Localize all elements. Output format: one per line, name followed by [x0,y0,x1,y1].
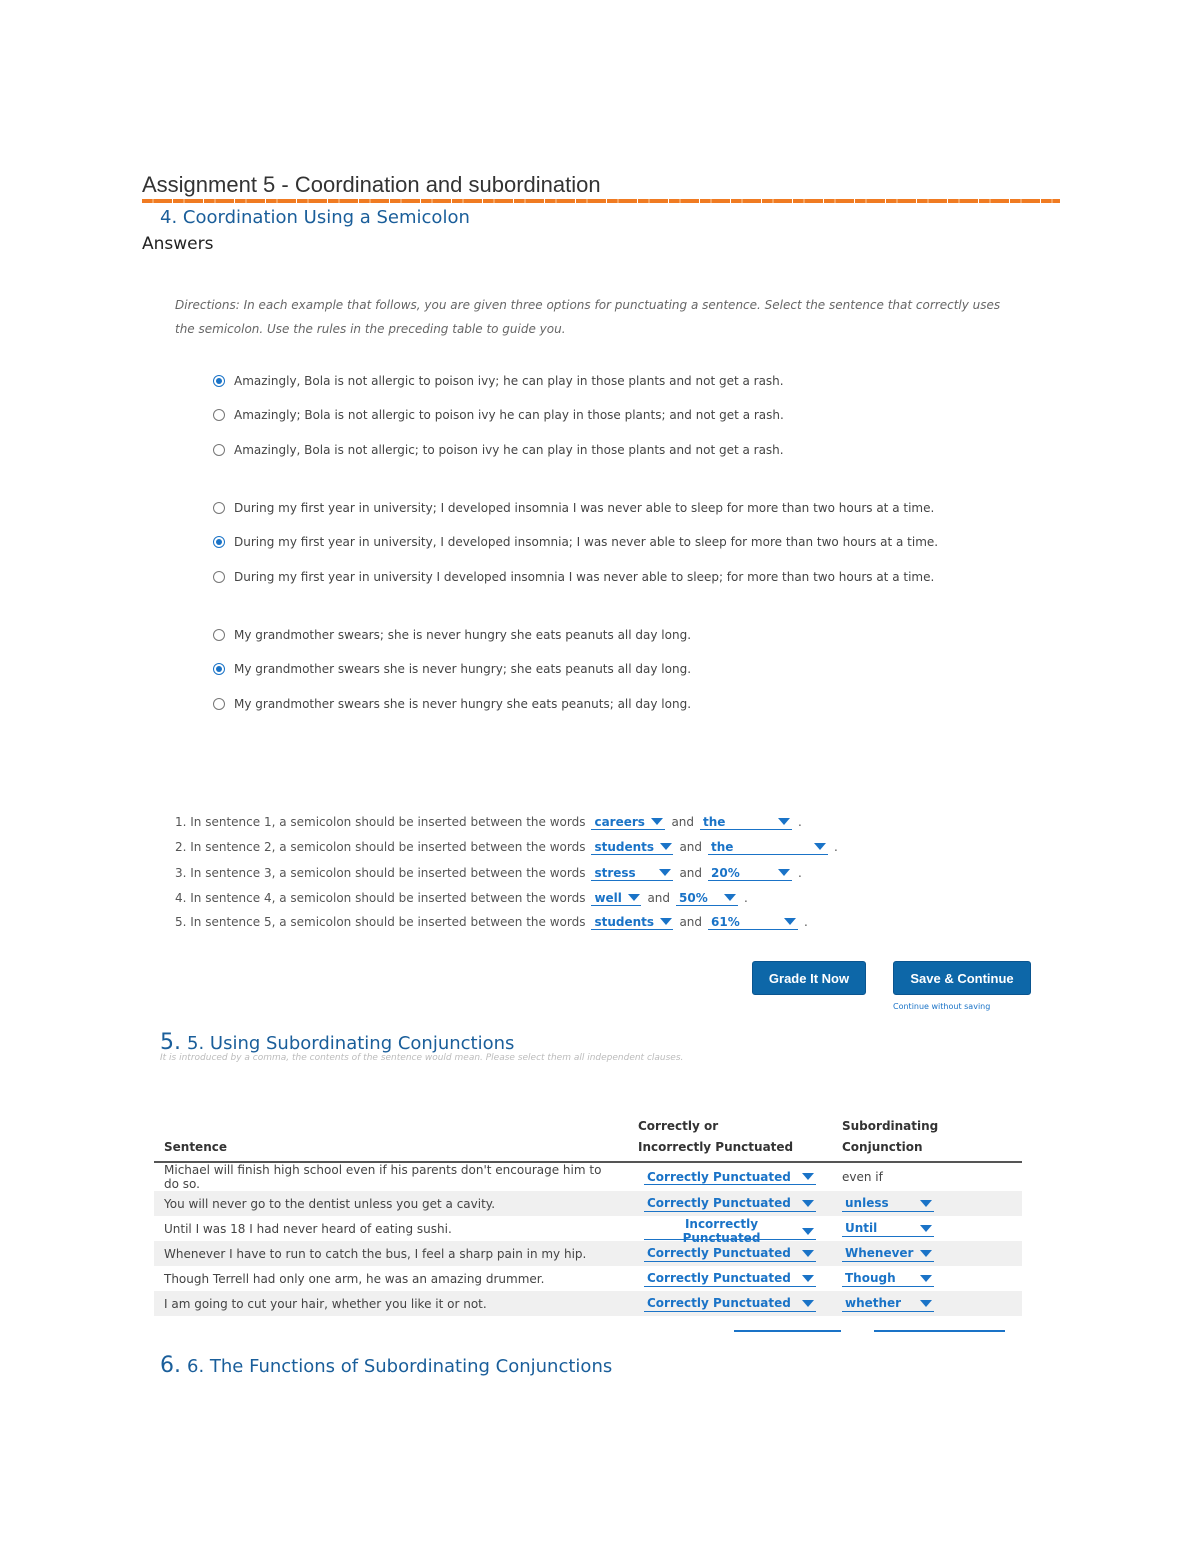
conj-select[interactable] [842,1246,934,1262]
continue-without-saving-link[interactable]: Continue without saving [893,1002,991,1011]
conj-cell[interactable]: even if [842,1170,883,1184]
title-divider [142,199,1060,203]
and-label: and [679,840,703,854]
punct-cell [628,1162,832,1191]
radio-checked-icon[interactable] [213,663,225,675]
table-row [154,1241,1022,1266]
chevron-down-icon [802,1228,814,1235]
chevron-down-icon [778,869,790,876]
option-2-3[interactable] [213,568,934,586]
select-value: students [594,914,655,929]
chevron-down-icon [660,843,672,850]
conj-cell [832,1266,1022,1291]
punct-select[interactable] [644,1169,816,1185]
word2-select[interactable] [676,890,738,906]
radio-checked-icon[interactable] [213,536,225,548]
word1-select[interactable] [591,865,673,881]
chevron-down-icon [802,1275,814,1282]
word1-select[interactable] [591,914,673,930]
grade-it-now-button[interactable]: Grade It Now [752,961,866,995]
select-value: 50% [679,890,708,905]
section-6-number: 6. [160,1353,181,1378]
section-6-title-text: 6. The Functions of Subordinating Conjunctions [187,1356,613,1377]
conj-cell [832,1216,1022,1241]
conj-select[interactable] [842,1221,934,1237]
punct-cell [628,1191,832,1216]
sentence-cell: You will never go to the dentist unless you get a cavity. [154,1191,628,1216]
conj-select[interactable] [842,1196,934,1212]
fill-row-prefix: 4. In sentence 4, a semicolon should be inserted between the words [175,891,586,905]
header-punct-line2: Incorrectly Punctuated [638,1140,794,1154]
radio-icon[interactable] [213,629,225,641]
radio-icon[interactable] [213,698,225,710]
option-3-2[interactable] [213,660,691,678]
select-value: Correctly Punctuated [647,1246,791,1260]
directions-text: Directions: In each example that follows, you are given three options for punctuating a sentence. Select the sentence that correctly uses the semicolon. Use the rules in the preceding table to guide you. [175,298,1001,336]
option-label: Amazingly, Bola is not allergic; to poison ivy he can play in those plants and not get a rash. [234,443,784,457]
header-punct-line1: Correctly or [638,1119,719,1133]
option-2-1[interactable] [213,499,934,517]
conj-cell [832,1291,1022,1316]
punct-select[interactable] [644,1271,816,1287]
option-label: Amazingly; Bola is not allergic to poison ivy he can play in those plants; and not get a rash. [234,408,784,422]
select-value: Incorrectly Punctuated [682,1217,761,1246]
sentence-cell: Until I was 18 I had never heard of eating sushi. [164,1221,452,1236]
and-label: and [671,815,695,829]
chevron-down-icon [628,894,640,901]
fill-row-3 [175,864,802,882]
select-value: well [594,890,622,905]
table-header-row [154,1114,1022,1162]
punct-select[interactable] [644,1296,816,1312]
option-label: During my first year in university; I developed insomnia I was never able to sleep for more than two hours at a time. [234,501,935,515]
table-row [154,1291,1022,1316]
option-label: My grandmother swears; she is never hungry she eats peanuts all day long. [234,628,692,642]
option-label: During my first year in university I developed insomnia I was never able to sleep; for more than two hours at a time. [234,570,935,584]
select-value: unless [845,1196,889,1210]
punct-cell [628,1266,832,1291]
fill-row-end: . [798,815,802,829]
select-value: 20% [711,865,740,880]
chevron-down-icon [660,918,672,925]
section-5-number: 5. [160,1030,181,1055]
chevron-down-icon [802,1250,814,1257]
select-value: stress [594,865,636,880]
chevron-down-icon [920,1300,932,1307]
section-5-title-text: 5. Using Subordinating Conjunctions [187,1033,515,1054]
option-label: During my first year in university, I developed insomnia; I was never able to sleep for more than two hours at a time. [234,535,939,549]
chevron-down-icon [920,1275,932,1282]
chevron-down-icon [802,1173,814,1180]
sentence-cell: I am going to cut your hair, whether you like it or not. [154,1291,628,1316]
radio-icon[interactable] [213,571,225,583]
select-value: 61% [711,914,740,929]
option-1-1[interactable] [213,372,784,390]
word2-select[interactable] [708,865,792,881]
option-1-3[interactable] [213,441,784,459]
select-value: students [594,839,655,854]
punct-select[interactable] [644,1196,816,1212]
punct-select[interactable] [644,1246,816,1262]
fill-row-prefix: 2. In sentence 2, a semicolon should be inserted between the words [175,840,586,854]
conjunction-table [154,1114,1022,1316]
punct-cell [628,1241,832,1266]
fill-row-end: . [804,915,808,929]
header-sentence: Sentence [154,1114,628,1162]
option-label: My grandmother swears she is never hungry; she eats peanuts all day long. [234,662,692,676]
option-1-2[interactable] [213,406,784,424]
select-value: the [711,839,734,854]
fill-row-4 [175,889,748,907]
sentence-cell: Though Terrell had only one arm, he was an amazing drummer. [164,1271,545,1286]
select-value: the [703,814,726,829]
fill-row-end: . [798,866,802,880]
conj-cell [832,1241,1022,1266]
word2-select[interactable] [700,814,792,830]
header-punctuated [628,1114,832,1162]
faint-caption: It is introduced by a comma, the contents of the sentence would mean. Please select them all independent clauses. [160,1053,684,1062]
chevron-down-icon [724,894,736,901]
chevron-down-icon [802,1300,814,1307]
select-value: Though [845,1271,896,1285]
select-value: Until [845,1221,878,1235]
conj-cell [832,1191,1022,1216]
page-title: Assignment 5 - Coordination and subordination [142,172,601,197]
option-label: My grandmother swears she is never hungry she eats peanuts; all day long. [234,697,692,711]
option-2-2[interactable] [213,533,938,551]
select-value: Correctly Punctuated [647,1196,791,1210]
section-4-title [160,207,470,228]
fill-row-prefix: 3. In sentence 3, a semicolon should be inserted between the words [175,866,586,880]
word2-select[interactable] [708,914,798,930]
radio-icon[interactable] [213,444,225,456]
radio-icon[interactable] [213,409,225,421]
punct-select[interactable] [644,1217,816,1246]
section-4-title-text: 4. Coordination Using a Semicolon [160,207,470,228]
select-value: Correctly Punctuated [647,1296,791,1310]
button-link-underline[interactable] [874,1330,1005,1332]
option-3-3[interactable] [213,695,691,713]
chevron-down-icon [814,843,826,850]
fill-row-prefix: 1. In sentence 1, a semicolon should be inserted between the words [175,815,586,829]
table-row [154,1266,1022,1291]
word1-select[interactable] [591,890,641,906]
punct-cell [628,1216,832,1246]
chevron-down-icon [778,818,790,825]
select-value: careers [594,814,645,829]
section-6-title [160,1353,612,1378]
word1-select[interactable] [591,839,673,855]
button-link-underline[interactable] [734,1330,841,1332]
and-label: and [679,866,703,880]
option-label: Amazingly, Bola is not allergic to poison ivy; he can play in those plants and not get a rash. [234,374,784,388]
table-row [154,1162,1022,1191]
option-3-1[interactable] [213,626,691,644]
select-value: Correctly Punctuated [647,1271,791,1285]
section-5-title [160,1030,514,1055]
chevron-down-icon [651,818,663,825]
chevron-down-icon [920,1225,932,1232]
word1-select[interactable] [591,814,665,830]
sentence-cell: Whenever I have to run to catch the bus, I feel a sharp pain in my hip. [154,1241,628,1266]
fill-row-end: . [834,840,838,854]
sentence-cell: Michael will finish high school even if his parents don't encourage him to do so. [164,1163,602,1191]
and-label: and [647,891,671,905]
chevron-down-icon [920,1250,932,1257]
punct-cell [628,1291,832,1316]
chevron-down-icon [784,918,796,925]
radio-checked-icon[interactable] [213,375,225,387]
save-continue-button[interactable]: Save & Continue [893,961,1031,995]
table-row [154,1216,1022,1241]
fill-row-end: . [744,891,748,905]
chevron-down-icon [920,1200,932,1207]
select-value: whether [845,1296,902,1310]
fill-row-5 [175,913,808,931]
select-value: Whenever [845,1246,914,1260]
answers-label: Answers [142,234,214,254]
chevron-down-icon [802,1200,814,1207]
fill-row-1 [175,813,802,831]
select-value: Correctly Punctuated [647,1169,791,1184]
fill-row-prefix: 5. In sentence 5, a semicolon should be inserted between the words [175,915,586,929]
conj-select[interactable] [842,1296,934,1312]
chevron-down-icon [659,869,671,876]
conj-select[interactable] [842,1271,934,1287]
header-conjunction: Subordinating Conjunction [832,1114,1022,1162]
table-row [154,1191,1022,1216]
and-label: and [679,915,703,929]
word2-select[interactable] [708,839,828,855]
fill-row-2 [175,838,838,856]
radio-icon[interactable] [213,502,225,514]
